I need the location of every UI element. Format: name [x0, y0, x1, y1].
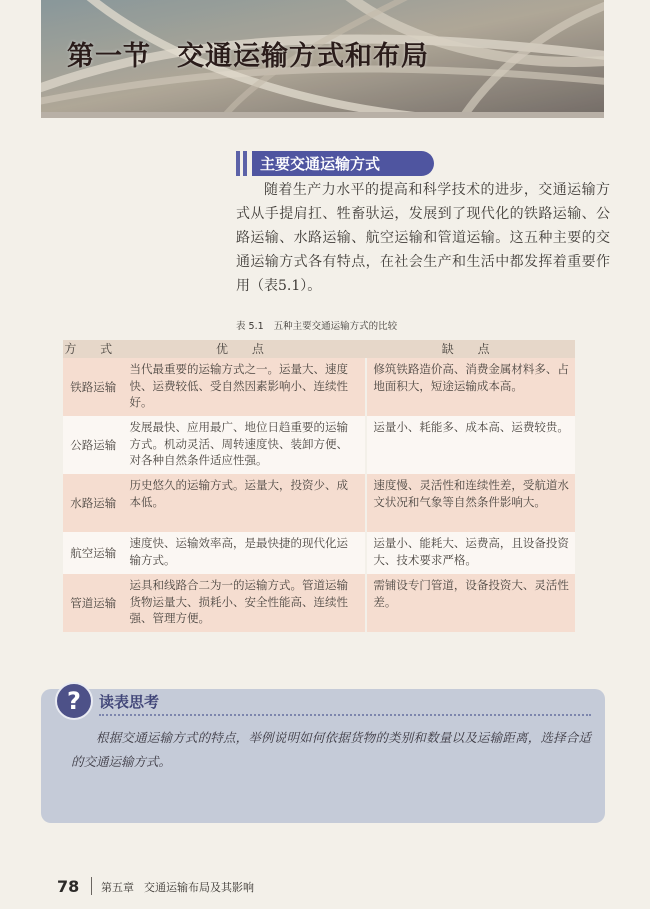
- table-caption-text: 五种主要交通运输方式的比较: [273, 321, 398, 332]
- section-number-label: 第一节: [67, 41, 151, 72]
- chapter-running-head: [101, 879, 254, 895]
- section-title-text: 交通运输方式和布局: [177, 41, 429, 72]
- table-row: [63, 416, 575, 474]
- mode-cell: 公路运输: [63, 416, 123, 474]
- disadvantages-cell: 运量小、耗能多、成本高、运费较贵。: [366, 416, 575, 474]
- disadvantages-cell: 需铺设专门管道，设备投资大、灵活性差。: [366, 574, 575, 632]
- advantages-cell: 发展最快、应用最广、地位日趋重要的运输方式。机动灵活、周转速度快、装卸方便、对各种自然条件适应性强。: [123, 416, 366, 474]
- header-disadvantages: 缺 点: [366, 340, 575, 358]
- heading-pill: [252, 151, 434, 176]
- advantages-cell: 当代最重要的运输方式之一。运量大、速度快、运费较低、受自然因素影响小、连续性好。: [123, 358, 366, 416]
- section-title: [67, 34, 429, 73]
- chapter-title: 交通运输布局及其影响: [144, 881, 254, 894]
- question-icon: ?: [55, 682, 93, 720]
- think-box-question: 根据交通运输方式的特点，举例说明如何依据货物的类别和数量以及运输距离，选择合适的交通运输方式。: [71, 730, 591, 769]
- advantages-cell: 速度快、运输效率高，是最快捷的现代化运输方式。: [123, 532, 366, 574]
- mode-cell: 航空运输: [63, 532, 123, 574]
- disadvantages-cell: 修筑铁路造价高、消费金属材料多、占地面积大，短途运输成本高。: [366, 358, 575, 416]
- table-row: [63, 532, 575, 574]
- header-banner: [41, 0, 604, 112]
- comparison-table: [63, 340, 575, 632]
- table-caption-number: 表 5.1: [236, 321, 264, 332]
- mode-cell: 管道运输: [63, 574, 123, 632]
- subsection-heading-text: 主要交通运输方式: [260, 155, 381, 173]
- table-row: [63, 358, 575, 416]
- page-number: 78: [57, 877, 80, 896]
- header-advantages: 优 点: [123, 340, 366, 358]
- banner-divider: [41, 112, 604, 118]
- think-box-title: 读表思考: [99, 693, 160, 711]
- advantages-cell: 运具和线路合二为一的运输方式。管道运输货物运量大、损耗小、安全性能高、连续性强、管理方便。: [123, 574, 366, 632]
- table-row: [63, 574, 575, 632]
- footer-divider: [91, 877, 92, 895]
- disadvantages-cell: 速度慢、灵活性和连续性差，受航道水文状况和气象等自然条件影响大。: [366, 474, 575, 532]
- table-row: [63, 474, 575, 532]
- chapter-label: 第五章: [101, 881, 134, 894]
- table-header-row: [63, 340, 575, 358]
- mode-cell: 铁路运输: [63, 358, 123, 416]
- reading-think-box: [41, 689, 605, 823]
- mode-cell: 水路运输: [63, 474, 123, 532]
- dotted-divider: [99, 714, 591, 716]
- intro-paragraph: 随着生产力水平的提高和科学技术的进步，交通运输方式从手提肩扛、牲畜驮运，发展到了现代化的铁路运输、公路运输、水路运输、航空运输和管道运输。这五种主要的交通运输方式各有特点，在社会生产和生活中都发挥着重要作用（表5.1）。: [236, 182, 610, 294]
- subsection-heading: [236, 149, 434, 178]
- disadvantages-cell: 运量小、能耗大、运费高，且设备投资大、技术要求严格。: [366, 532, 575, 574]
- advantages-cell: 历史悠久的运输方式。运量大，投资少、成本低。: [123, 474, 366, 532]
- header-mode: 方 式: [63, 340, 123, 358]
- table-caption: [236, 318, 397, 332]
